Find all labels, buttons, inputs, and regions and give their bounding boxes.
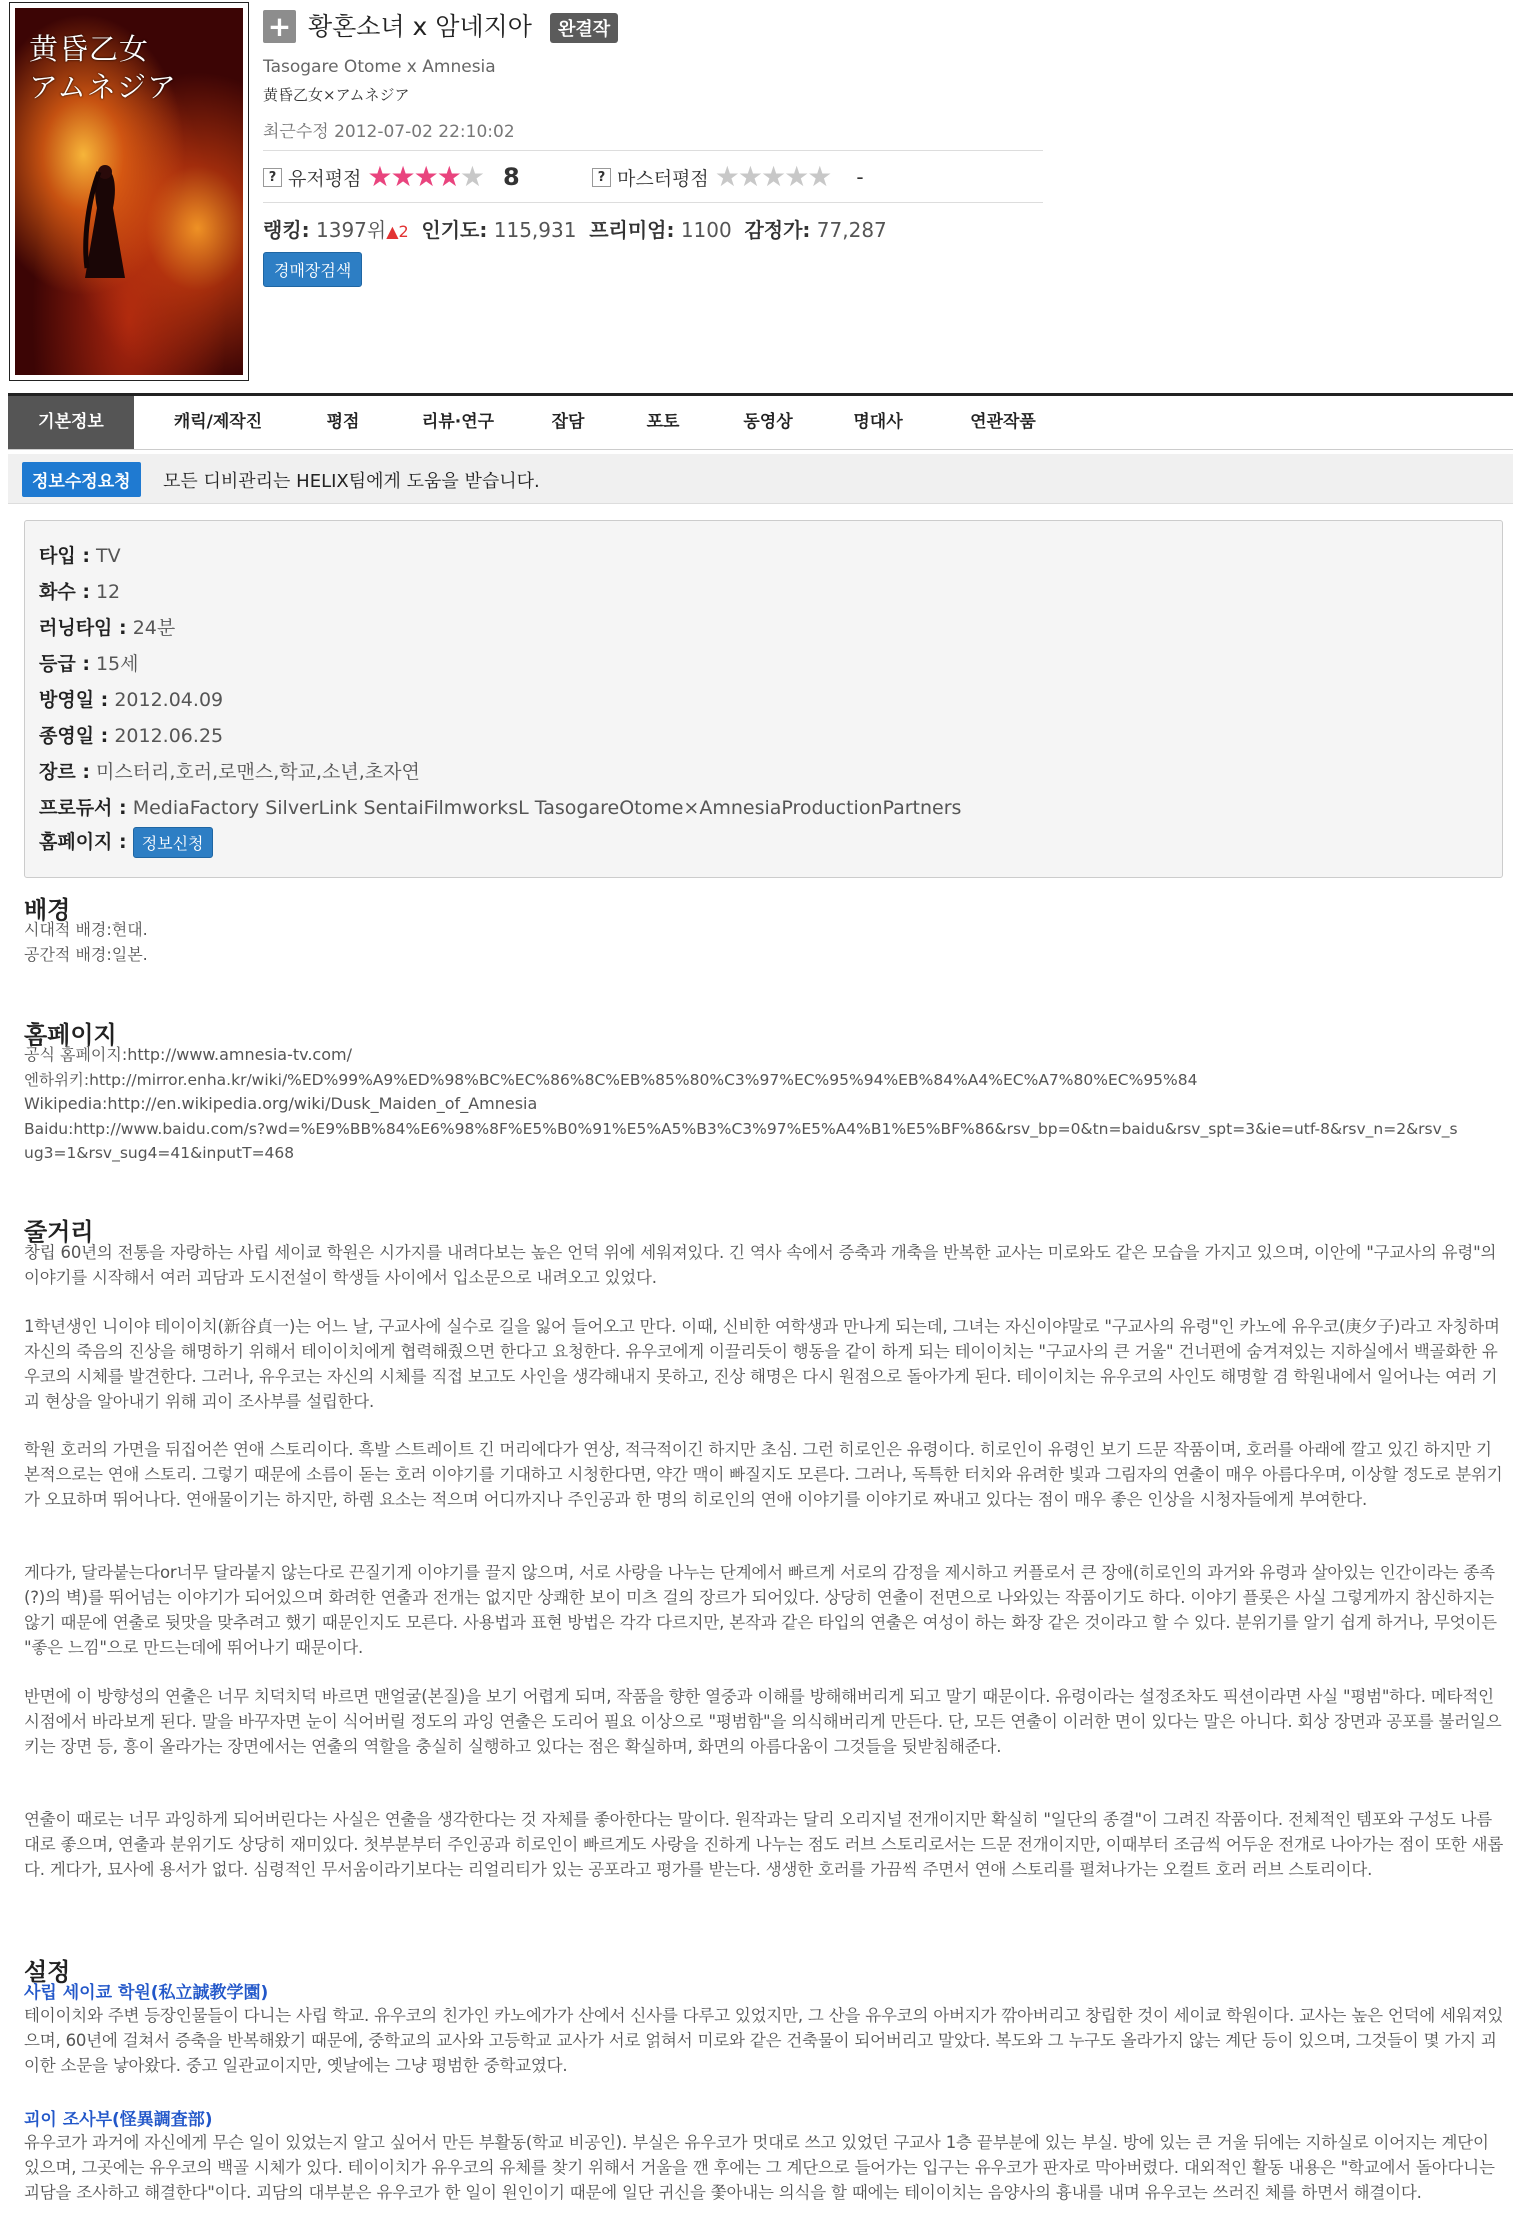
original-title-en: Tasogare Otome x Amnesia [263, 57, 496, 77]
page-title: 황혼소녀 x 암네지아 [308, 12, 532, 41]
setting-title: 괴이 조사부(怪異調査部) [24, 2110, 213, 2130]
star-icon: ★ [413, 160, 437, 193]
homepage-official: 공식 홈페이지:http://www.amnesia-tv.com/ [24, 1045, 352, 1064]
notice-bar [8, 454, 1513, 504]
user-rating-label: 유저평점 [288, 167, 362, 190]
synopsis-paragraph: 연출이 때로는 너무 과잉하게 되어버린다는 사실은 연출을 생각한다는 것 자체를 좋아한다는 말이다. 원작과는 달리 오리지널 전개이지만 확실히 "일단의 종결"이 그려진 작품이다. 전체적인 템포와 구성도 나름대로 좋으며, 연출과 분위기도 상당히 재미있다. 첫부분부터 주인공과 히로인이 빠르게도 사랑을 진하게 나누는 점도 러브 스토리로서는 드문 전개이지만, 이때부터 조금씩 어두운 전개로 나아가는 점이 또한 새롭다. 게다가, 묘사에 용서가 없다. 심령적인 무서움이라기보다는 리얼리티가 있는 공포라고 평가를 받는다. 생생한 호러를 가끔씩 주면서 연애 스토리를 펼쳐나가는 오컬트 호러 러브 스토리이다. [24, 1810, 1504, 1879]
tab-reviews[interactable]: 리뷰·연구 [421, 412, 495, 432]
appraisal-value: 77,287 [816, 218, 887, 242]
synopsis-heading: 줄거리 [24, 1218, 94, 1246]
info-box [24, 520, 1503, 878]
rank-label: 랭킹: [263, 218, 310, 242]
cover-image[interactable] [9, 2, 249, 381]
background-place: 공간적 배경:일본. [24, 945, 148, 964]
star-icon: ★ [367, 160, 391, 193]
synopsis-paragraph: 게다가, 달라붙는다or너무 달라붙지 않는다로 끈질기게 이야기를 끌지 않으며, 서로 사랑을 나누는 단계에서 빠르게 서로의 감정을 제시하고 커플로서 큰 장애(히로인의 과거와 유령과 살아있는 인간이라는 종족(?)의 벽)를 뛰어넘는 이야기가 되어있으며 화려한 연출과 전개는 없지만 상쾌한 보이 미츠 걸의 장르가 되어있다. 상당히 연출이 전면으로 나와있는 작품이기도 하다. 이야기 플롯은 사실 그렇게까지 참신하지는 않기 때문에 연출로 뒷맛을 맞추려고 했기 때문인지도 모른다. 사용법과 표현 방법은 각각 다르지만, 본작과 같은 타입의 연출은 여성이 하는 화장 같은 것이라고 할 수 있다. 분위기를 알기 쉽게 하거나, 무엇이든 "좋은 느낌"으로 만드는데에 뛰어나기 때문이다. [24, 1563, 1497, 1657]
star-icon: ★ [459, 160, 483, 193]
cover-figure [75, 158, 135, 288]
user-rating [263, 160, 520, 193]
star-icon: ★ [807, 160, 831, 193]
auction-search-button[interactable]: 경매장검색 [263, 252, 362, 287]
popularity-label: 인기도: [421, 218, 488, 242]
homepage-heading: 홈페이지 [24, 1021, 117, 1049]
star-icon: ★ [390, 160, 414, 193]
tab-chat[interactable]: 잡담 [551, 412, 585, 432]
star-icon: ★ [737, 160, 761, 193]
last-updated: 최근수정 2012-07-02 22:10:02 [263, 122, 515, 142]
add-to-list-button[interactable]: + [263, 10, 296, 43]
user-rating-score: 8 [502, 163, 520, 191]
tab-basic-info[interactable]: 기본정보 [8, 396, 134, 449]
tab-characters-staff[interactable]: 캐릭/제작진 [173, 412, 263, 432]
homepage-wikipedia: Wikipedia:http://en.wikipedia.org/wiki/Dusk_Maiden_of_Amnesia [24, 1094, 538, 1113]
synopsis-paragraph: 1학년생인 니이야 테이이치(新谷貞一)는 어느 날, 구교사에 실수로 길을 잃어 들어오고 만다. 이때, 신비한 여학생과 만나게 되는데, 그녀는 자신이야말로 "구교사의 유령"인 카노에 유우코(庚夕子)라고 자칭하며 자신의 죽음의 진상을 해명하기 위해서 테이이치에게 협력해줬으면 한다고 요청한다. 유우코에게 이끌리듯이 행동을 같이 하게 되는 테이이치는 "구교사의 큰 거울" 건너편에 숨겨져있는 지하실에서 백골화한 유우코의 시체를 발견한다. 그러나, 유우코는 자신의 시체를 직접 보고도 사인을 생각해내지 못하고, 진상 해명은 다시 원점으로 돌아가게 된다. 테이이치는 유우코의 사인도 해명할 겸 학원내에서 일어나는 여러 기괴 현상을 알아내기 위해 괴이 조사부를 설립한다. [24, 1317, 1500, 1411]
info-homepage: 홈페이지 : 정보신청 [39, 827, 213, 858]
homepage-baidu-cont: ug3=1&rsv_sug4=41&inputT=468 [24, 1144, 295, 1162]
info-genre: 장르 : 미스터리,호러,로맨스,학교,소년,초자연 [39, 761, 420, 783]
help-icon[interactable]: ? [263, 168, 282, 187]
status-badge: 완결작 [550, 13, 618, 43]
star-icon: ★ [784, 160, 808, 193]
setting-text: 유우코가 과거에 자신에게 무슨 일이 있었는지 알고 싶어서 만든 부활동(학교 비공인). 부실은 유우코가 멋대로 쓰고 있었던 구교사 1층 끝부분에 있는 부실. 방에 있는 큰 거울 뒤에는 지하실로 이어지는 계단이 있으며, 그곳에는 유우코의 백골 시체가 있다. 테이이치가 유우코의 유체를 찾기 위해서 거울을 깬 후에는 그 계단으로 들어가는 입구는 유우코가 판자로 막아버렸다. 대외적인 활동 내용은 "학교에서 돌아다니는 괴담을 조사하고 해결한다"이다. 괴담의 대부분은 유우코가 한 일이 원인이기 때문에 일단 귀신을 쫓아내는 의식을 할 때에는 테이이치는 음양사의 흉내를 내며 유우코는 쓰러진 체를 하면서 해결이다. [24, 2133, 1495, 2202]
appraisal-label: 감정가: [744, 218, 811, 242]
tab-related[interactable]: 연관작품 [970, 412, 1036, 432]
setting-title: 사립 세이쿄 학원(私立誠教学園) [24, 1983, 269, 2003]
tab-ratings[interactable]: 평점 [326, 412, 360, 432]
settings-heading: 설정 [24, 1958, 71, 1986]
synopsis-paragraph: 창립 60년의 전통을 자랑하는 사립 세이쿄 학원은 시가지를 내려다보는 높은 언덕 위에 세워져있다. 긴 역사 속에서 증축과 개축을 반복한 교사는 미로와도 같은 모습을 가지고 있으며, 이안에 "구교사의 유령"의 이야기를 시작해서 여러 괴담과 도시전설이 학생들 사이에서 입소문으로 내려오고 있었다. [24, 1243, 1497, 1287]
master-rating [592, 160, 864, 193]
info-request-button[interactable]: 정보신청 [133, 827, 213, 858]
setting-text: 테이이치와 주변 등장인물들이 다니는 사립 학교. 유우코의 친가인 카노에가가 산에서 신사를 다루고 있었지만, 그 산을 유우코의 아버지가 깎아버리고 창립한 것이 세이쿄 학원이다. 교사는 높은 언덕에 세워져있으며, 60년에 걸쳐서 증축을 반복해왔기 때문에, 중학교의 교사와 고등학교 교사가 서로 얽혀서 미로와 같은 건축물이 되어버리고 말았다. 복도와 그 누구도 올라가지 않는 계단 등이 있으며, 그것들이 몇 가지 괴이한 소문을 낳아왔다. 중고 일관교이지만, 옛날에는 그냥 평범한 중학교였다. [24, 2006, 1504, 2075]
synopsis-paragraph: 학원 호러의 가면을 뒤집어쓴 연애 스토리이다. 흑발 스트레이트 긴 머리에다가 연상, 적극적이긴 하지만 초심. 그런 히로인은 유령이다. 히로인이 유령인 보기 드문 작품이며, 호러를 아래에 깔고 있긴 하지만 기본적으로는 연애 스토리. 그렇기 때문에 소름이 돋는 호러 이야기를 기대하고 시청한다면, 약간 맥이 빠질지도 모른다. 그러나, 독특한 터치와 유려한 빛과 그림자의 연출이 매우 아름다우며, 이상할 정도로 분위기가 오묘하며 뛰어나다. 연애물이기는 하지만, 하렘 요소는 적으며 어디까지나 주인공과 한 명의 히로인의 연애 이야기를 이야기로 짜내고 있다는 점이 매우 좋은 인상을 시청자들에게 부여한다. [24, 1440, 1503, 1509]
premium-label: 프리미엄: [589, 218, 675, 242]
info-producer: 프로듀서 : MediaFactory SilverLink SentaiFilmworksL TasogareOtome×AmnesiaProductionPartners [39, 797, 962, 819]
info-end-date: 종영일 : 2012.06.25 [39, 725, 224, 747]
star-icon: ★ [436, 160, 460, 193]
star-icon: ★ [761, 160, 785, 193]
info-type: 타입 : TV [39, 545, 121, 567]
tab-photos[interactable]: 포토 [646, 412, 680, 432]
info-episodes: 화수 : 12 [39, 581, 121, 603]
synopsis-paragraph: 반면에 이 방향성의 연출은 너무 치덕치덕 바르면 맨얼굴(본질)을 보기 어렵게 되며, 작품을 향한 열중과 이해를 방해해버리게 되고 말기 때문이다. 유령이라는 설정조차도 픽션이라면 사실 "평범"하다. 메타적인 시점에서 바라보게 된다. 말을 바꾸자면 눈이 식어버릴 정도의 과잉 연출은 도리어 필요 이상으로 "평범함"을 의식해버리게 만든다. 단, 모든 연출이 이러한 면이 있다는 말은 아니다. 회상 장면과 공포를 불러일으키는 장면 등, 흥이 올라가는 장면에서는 연출의 역할을 충실히 실행하고 있다는 점은 확실하며, 화면의 아름다움이 그것들을 뒷받침해준다. [24, 1687, 1502, 1756]
divider [263, 150, 1043, 151]
background-heading: 배경 [24, 896, 71, 924]
master-rating-score: - [856, 165, 864, 189]
info-start-date: 방영일 : 2012.04.09 [39, 689, 224, 711]
user-rating-stars [367, 160, 483, 193]
help-icon[interactable]: ? [592, 168, 611, 187]
master-rating-label: 마스터평점 [617, 167, 709, 190]
cover-logo: 黄昏乙女 アムネジア [29, 32, 177, 104]
edit-request-button[interactable]: 정보수정요청 [22, 462, 141, 497]
rank-value: 1397위 [316, 218, 387, 242]
original-title-jp: 黄昏乙女×アムネジア [263, 86, 410, 104]
tab-quotes[interactable]: 명대사 [853, 412, 903, 432]
info-runtime: 러닝타임 : 24분 [39, 617, 176, 639]
star-icon: ★ [714, 160, 738, 193]
popularity-value: 115,931 [493, 218, 577, 242]
rank-change: ▲2 [386, 222, 409, 241]
divider [263, 202, 1043, 203]
notice-text: 모든 디비관리는 HELIX팀에게 도움을 받습니다. [163, 471, 540, 492]
background-era: 시대적 배경:현대. [24, 920, 148, 939]
info-grade: 등급 : 15세 [39, 653, 139, 675]
stats-line [263, 214, 887, 243]
premium-value: 1100 [680, 218, 732, 242]
homepage-enha: 엔하위키:http://mirror.enha.kr/wiki/%ED%99%A9%ED%98%BC%EC%86%8C%EB%85%80%C3%97%EC%95%94%EB%84%A4%EC%A7%80%EC%95%84 [24, 1071, 1198, 1089]
cover-artwork [15, 8, 243, 375]
tab-videos[interactable]: 동영상 [743, 412, 793, 432]
tab-bar [8, 393, 1513, 450]
homepage-baidu: Baidu:http://www.baidu.com/s?wd=%E9%BB%84%E6%98%8F%E5%B0%91%E5%A5%B3%C3%97%E5%A4%B1%E5%BF%86&rsv_bp=0&tn=baidu&rsv_spt=3&ie=utf-8&rsv_n=2&rsv_s [24, 1120, 1458, 1138]
master-rating-stars [714, 160, 831, 193]
